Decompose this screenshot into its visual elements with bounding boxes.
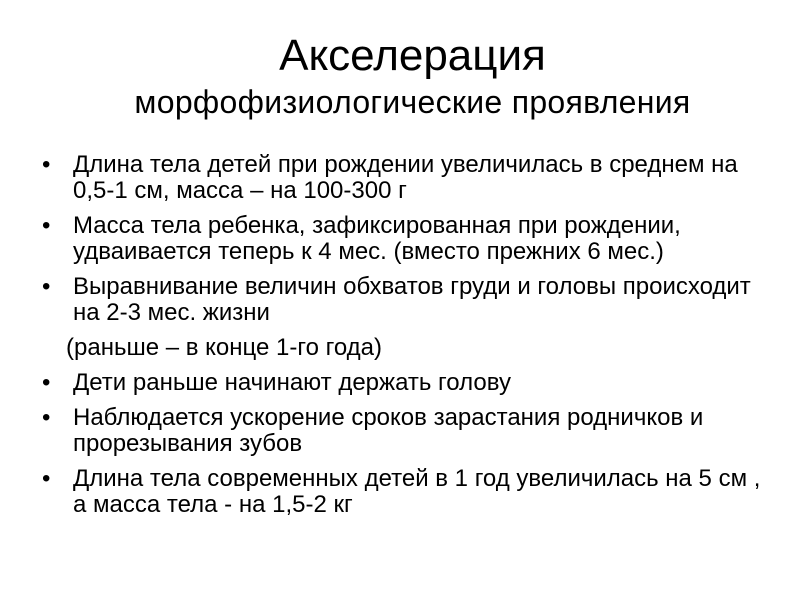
bullet-list (42, 152, 762, 527)
bullet-item-girth-equalization (42, 274, 762, 326)
bullet-icon: • (42, 212, 51, 239)
bullet-text: Наблюдается ускорение сроков зарастания родничков и прорезывания зубов (73, 404, 704, 457)
bullet-item-head-holding (42, 370, 762, 396)
bullet-icon: • (42, 273, 51, 300)
slide-subtitle: морфофизиологические проявления (134, 84, 691, 120)
bullet-item-one-year-growth (42, 466, 762, 518)
bullet-icon: • (42, 151, 51, 178)
bullet-icon: • (42, 369, 51, 396)
title-block (40, 30, 785, 122)
bullet-item-fontanelle-teeth (42, 405, 762, 457)
bullet-text: (раньше – в конце 1-го года) (66, 334, 382, 361)
bullet-item-note-earlier (42, 335, 762, 361)
bullet-icon: • (42, 404, 51, 431)
slide-title: Акселерация (279, 31, 546, 80)
bullet-text: Масса тела ребенка, зафиксированная при рождении, удваивается теперь к 4 мес. (вместо прежних 6 мес.) (73, 212, 681, 265)
bullet-item-mass-doubling (42, 213, 762, 265)
bullet-text: Дети раньше начинают держать голову (73, 369, 511, 396)
bullet-item-birth-length (42, 152, 762, 204)
bullet-text: Выравнивание величин обхватов груди и головы происходит на 2-3 мес. жизни (73, 273, 751, 326)
bullet-icon: • (42, 465, 51, 492)
bullet-text: Длина тела детей при рождении увеличилась в среднем на 0,5-1 см, масса – на 100-300 г (73, 151, 738, 204)
bullet-text: Длина тела современных детей в 1 год увеличилась на 5 см , а масса тела - на 1,5-2 кг (73, 465, 761, 518)
